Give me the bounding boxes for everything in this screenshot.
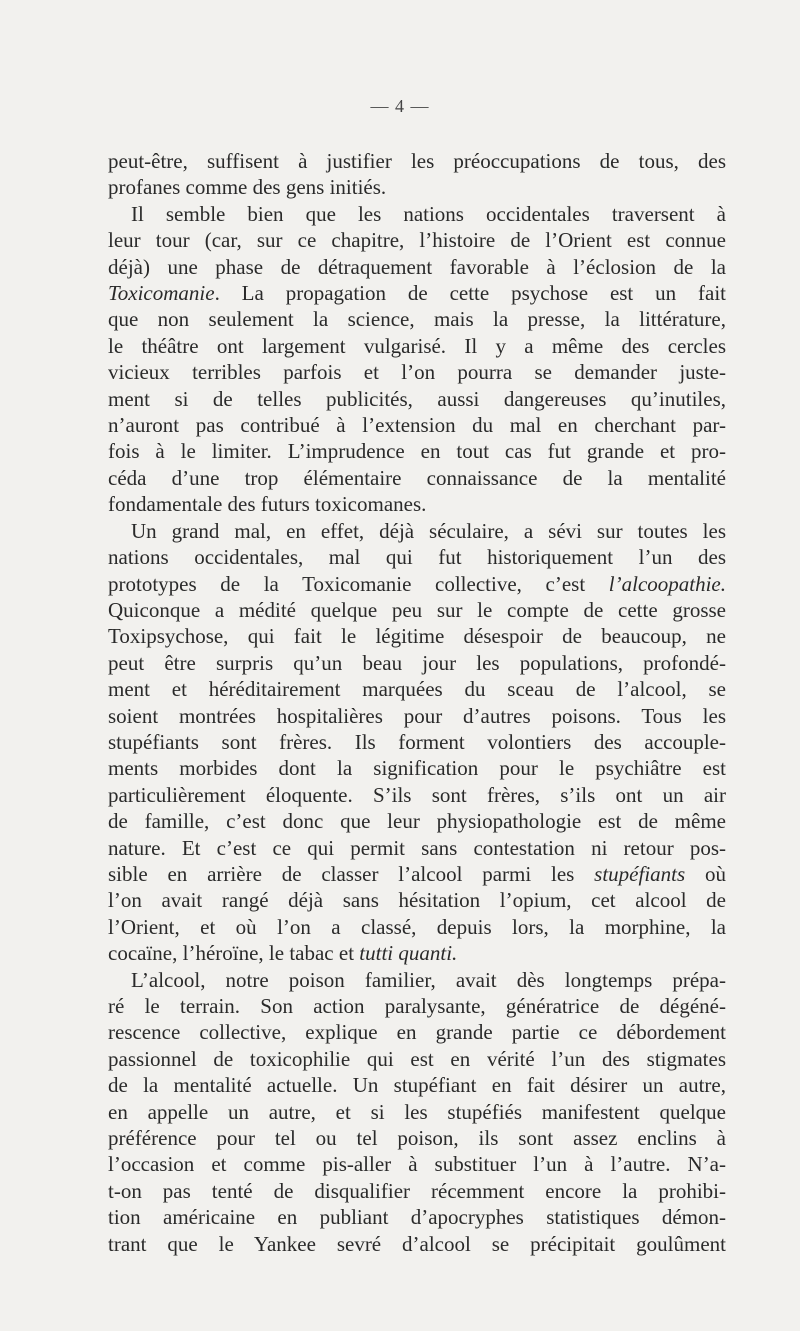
text-line: Un grand mal, en effet, déjà séculaire, a sévi sur toutes les — [131, 518, 726, 543]
text-line-tail: où — [705, 861, 726, 886]
text-line: ment et héréditairement marquées du sceau de l’alcool, se — [108, 677, 726, 702]
text-line: l’Orient, et où l’on a classé, depuis lors, la morphine, la — [108, 914, 726, 939]
text-line — [108, 861, 726, 887]
text-line: passionnel de toxicophilie qui est en vérité l’un des stigmates — [108, 1046, 726, 1071]
text-line: Il semble bien que les nations occidentales traversent à — [131, 201, 726, 226]
text-line: L’alcool, notre poison familier, avait dès longtemps prépa- — [131, 967, 726, 992]
text-line: déjà) une phase de détraquement favorable à l’éclosion de la — [108, 254, 726, 279]
text-line: l’occasion et comme pis-aller à substituer l’un à l’autre. N’a- — [108, 1152, 726, 1177]
text-line: préférence pour tel ou tel poison, ils sont assez enclins à — [108, 1126, 726, 1151]
text-line-head: cocaïne, l’héroïne, le tabac et — [108, 941, 355, 966]
text-line: profanes comme des gens initiés. — [108, 175, 387, 200]
paragraph-4 — [108, 967, 726, 1257]
text-line: le théâtre ont largement vulgarisé. Il y a même des cercles — [108, 333, 726, 358]
text-line: rescence collective, explique en grande partie ce débordement — [108, 1020, 726, 1045]
text-line: ment si de telles publicités, aussi dangereuses qu’inutiles, — [108, 386, 726, 411]
text-line-tail: . La propagation de cette psychose est un fait — [214, 281, 726, 306]
text-line: peut être surpris qu’un beau jour les populations, profondé- — [108, 650, 726, 675]
italic-term: Toxicomanie — [108, 281, 215, 306]
text-line: que non seulement la science, mais la presse, la littérature, — [108, 307, 726, 332]
text-line: ments morbides dont la signification pour le psychiâtre est — [108, 756, 726, 781]
text-line — [108, 940, 726, 966]
text-line: fondamentale des futurs toxicomanes. — [108, 492, 427, 517]
text-line-head: sible en arrière de classer l’alcool parmi les — [108, 861, 575, 886]
text-line: l’on avait rangé déjà sans hésitation l’opium, cet alcool de — [108, 888, 726, 913]
italic-term: tutti quanti. — [359, 941, 458, 966]
text-line: en appelle un autre, et si les stupéfiés manifestent quelque — [108, 1099, 726, 1124]
text-line: trant que le Yankee sevré d’alcool se précipitait goulûment — [108, 1231, 726, 1256]
italic-term: l’alcoopathie. — [608, 571, 727, 596]
paragraph-3 — [108, 518, 726, 967]
text-line: céda d’une trop élémentaire connaissance de la mentalité — [108, 465, 726, 490]
text-line: stupéfiants sont frères. Ils forment volontiers des accouple- — [108, 729, 726, 754]
text-line: tion américaine en publiant d’apocryphes statistiques démon- — [108, 1205, 726, 1230]
text-line: vicieux terribles parfois et l’on pourra se demander juste- — [108, 360, 726, 385]
text-line: t-on pas tenté de disqualifier récemment encore la prohibi- — [108, 1178, 726, 1203]
text-line-head: prototypes de la Toxicomanie collective, c’est — [108, 571, 586, 596]
text-line: nations occidentales, mal qui fut historiquement l’un des — [108, 545, 726, 570]
italic-term: stupéfiants — [594, 861, 686, 886]
body-text — [108, 148, 726, 1257]
text-line: fois à le limiter. L’imprudence en tout cas fut grande et pro- — [108, 439, 726, 464]
text-line — [108, 280, 726, 306]
text-line: particulièrement éloquente. S’ils sont frères, s’ils ont un air — [108, 782, 726, 807]
paragraph-2 — [108, 201, 726, 518]
text-line: leur tour (car, sur ce chapitre, l’histoire de l’Orient est connue — [108, 228, 726, 253]
paragraph-1 — [108, 148, 726, 201]
text-line: Toxipsychose, qui fait le légitime désespoir de beaucoup, ne — [108, 624, 726, 649]
page-number: — 4 — — [370, 96, 430, 116]
text-line: ré le terrain. Son action paralysante, génératrice de dégéné- — [108, 994, 726, 1018]
text-line: soient montrées hospitalières pour d’autres poisons. Tous les — [108, 703, 726, 728]
text-line: peut-être, suffisent à justifier les préoccupations de tous, des — [108, 149, 726, 173]
text-line: Quiconque a médité quelque peu sur le compte de cette grosse — [108, 597, 726, 622]
text-line: de la mentalité actuelle. Un stupéfiant en fait désirer un autre, — [108, 1073, 726, 1098]
text-line: de famille, c’est donc que leur physiopathologie est de même — [108, 809, 726, 834]
text-line: nature. Et c’est ce qui permit sans contestation ni retour pos- — [108, 835, 726, 860]
text-line: n’auront pas contribué à l’extension du mal en cherchant par- — [108, 413, 726, 438]
text-line — [108, 571, 726, 597]
